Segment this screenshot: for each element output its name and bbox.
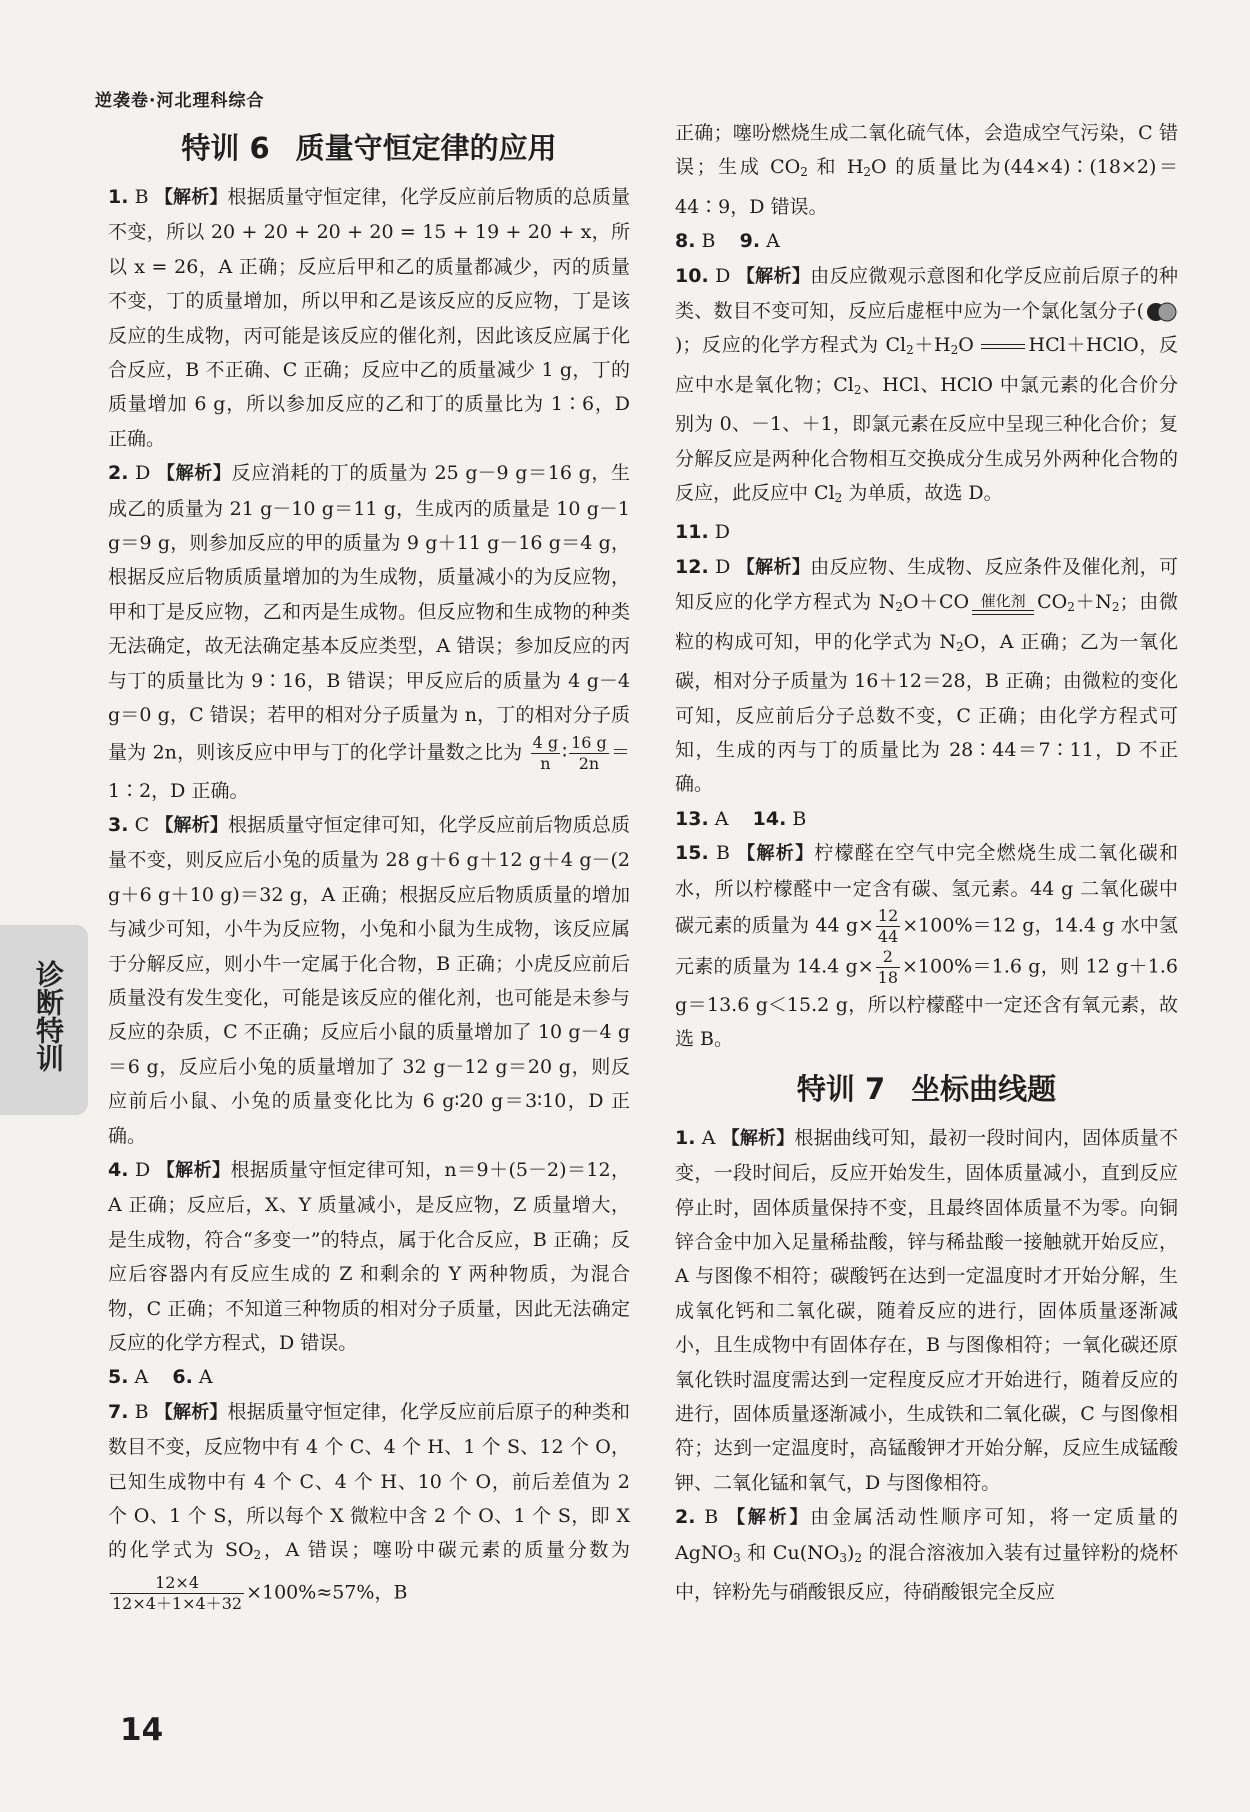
answer-item-13-14: 13. A 14. B <box>675 807 807 830</box>
answer-item-7-continued: 正确；噻吩燃烧生成二氧化硫气体，会造成空气污染，C 错误；生成 $CO_2$ 和 $H_2O$ 的质量比为(44×4)∶(18×2)＝44∶9，D 错误。 <box>675 122 1179 218</box>
catalyst-arrow: 催化剂 <box>972 592 1034 615</box>
s7-answer-item-2: 2. B 【解析】由金属活动性顺序可知，将一定质量的 AgNO$_3$ 和 $Cu(NO_3)_2$ 的混合溶液加入装有过量锌粉的烧杯中，锌粉先与硝酸银反应，待硝酸银完全反应 <box>675 1506 1179 1604</box>
fraction: $\frac{12}{44}$ <box>877 905 899 946</box>
fraction: $\frac{4 g}{n}$ <box>532 732 559 773</box>
answer-item-8-9: 8. B 9. A <box>675 230 780 253</box>
s7-answer-item-1: 1. A 【解析】根据曲线可知，最初一段时间内，固体质量不变，一段时间后，反应开始发生，固体质量减小，直到反应停止时，固体质量保持不变，且最终固体质量不为零。向铜锌合金中加入足量稀盐酸，锌与稀盐酸一接触就开始反应，A 与图像不相符；碳酸钙在达到一定温度时才开始分解，生成氧化钙和二氧化碳，随着反应的进行，固体质量逐渐减小，且生成物中有固体存在，B 与图像相符；一氧化碳还原氧化铁时温度需达到一定程度反应才开始进行，随着反应的进行，固体质量逐渐减小，生成铁和二氧化碳，C 与图像相符；达到一定温度时，高锰酸钾才开始分解，反应生成锰酸钾、二氧化锰和氧气，D 与图像相符。 <box>675 1126 1178 1494</box>
section-title-7: 特训 7 坐标曲线题 <box>796 1071 1057 1106</box>
left-column <box>108 116 630 1614</box>
hcl-molecule-icon <box>1144 301 1178 323</box>
answer-item-3: 3. C 【解析】根据质量守恒定律可知，化学反应前后物质总质量不变，则反应后小兔的质量为 28 g＋6 g＋12 g＋4 g－(2 g＋6 g＋10 g)＝32 g，A 正确；根据反应后物质质量的增加与减少可知，小牛为反应物，小兔和小鼠为生成物，该反应属于分解反应，则小牛一定属于化合物，B 正确；小虎反应前后质量没有发生变化，可能是该反应的催化剂，也可能是未参与反应的杂质，C 不正确；反应后小鼠的质量增加了 10 g－4 g＝6 g，反应后小兔的质量增加了 32 g－12 g＝20 g，则反应前后小鼠、小兔的质量变化比为 6 g∶20 g＝3∶10，D 正确。 <box>108 813 631 1147</box>
answer-item-12: 12. D 【解析】由反应物、生成物、反应条件及催化剂，可知反应的化学方程式为 $N_2O+CO$ 催化剂 $CO_2+N_2$；由微粒的构成可知，甲的化学式为 $N_2O$，A 正确；乙为一氧化碳，相对分子质量为 16＋12＝28，B 正确；由微粒的变化可知，反应前后分子总数不变，C 正确；由化学方程式可知，生成的丙与丁的质量比为 28∶44＝7∶11，D 不正确。 <box>675 555 1178 796</box>
answer-item-4: 4. D 【解析】根据质量守恒定律可知，n＝9＋(5－2)＝12，A 正确；反应后，X、Y 质量减小，是反应物，Z 质量增大，是生成物，符合“多变一”的特点，属于化合反应，B 正确；反应后容器内有反应生成的 Z 和剩余的 Y 两种物质，为混合物，C 正确；不知道三种物质的相对分子质量，因此无法确定反应的化学方程式，D 错误。 <box>108 1158 631 1354</box>
fraction: $\frac{12\times 4}{12\times 4+1\times 4+32}$ <box>112 1572 243 1613</box>
page-number: 14 <box>120 1712 164 1748</box>
answer-item-10: 10. D 【解析】由反应微观示意图和化学反应前后原子的种类、数目不变可知，反应后虚框中应为一个氯化氢分子()；反应的化学方程式为 $Cl_2+H_2O$ HCl＋HClO，反应中水是氧化物；$Cl_2$、HCl、HClO 中氯元素的化合价分别为 0、－1、＋1，即氯元素在反应中呈现三种化合价；复分解反应是两种化合物相互交换成分生成另外两种化合物的反应，此反应中 $Cl_2$ 为单质，故选 D。 <box>675 264 1178 506</box>
fraction: $\frac{16 g}{2n}$ <box>571 732 607 773</box>
answer-item-11: 11. D <box>675 521 730 544</box>
answer-item-5-6: 5. A 6. A <box>108 1366 213 1389</box>
equation-equals-bar <box>981 344 1025 349</box>
side-tab-label: 诊断特训 <box>32 960 65 1072</box>
fraction: $\frac{2}{18}$ <box>877 946 898 987</box>
answer-item-1: 1. B 【解析】根据质量守恒定律，化学反应前后物质的总质量不变，所以 20 + 20 + 20 + 20 = 15 + 19 + 20 + x，所以 x = 26，A 正确；反应后甲和乙的质量都减少，丙的质量不变，丁的质量增加，所以甲和乙是该反应的反应物，丁是该反应的生成物，丙可能是该反应的催化剂，因此该反应属于化合反应，B 不正确、C 正确；反应中乙的质量减少 1 g，丁的质量增加 6 g，所以参加反应的乙和丁的质量比为 1∶6，D 正确。 <box>108 186 630 450</box>
answer-item-7: 7. B 【解析】根据质量守恒定律，化学反应前后原子的种类和数目不变，反应物中有 4 个 C、4 个 H、1 个 S、12 个 O，已知生成物中有 4 个 C、4 个 H、10 个 O，前后差值为 2 个 O、1 个 S，所以每个 X 微粒中含 2 个 O、1 个 S，即 X 的化学式为 $SO_2$，A 错误；噻吩中碳元素的质量分数为 $\frac{12\times 4}{12\times 4+1\times 4+32}$ ×100%≈57%，B <box>108 1400 631 1613</box>
right-column <box>675 116 1178 1609</box>
answer-item-2: 2. D 【解析】反应消耗的丁的质量为 25 g－9 g＝16 g，生成乙的质量为 21 g－10 g＝11 g，生成丙的质量是 10 g－1 g＝9 g，则参加反应的甲的质量为 9 g＋11 g－16 g＝4 g，根据反应后物质质量增加的为生成物，质量减小的为反应物，甲和丁是反应物，乙和丙是生成物。但反应物和生成物的种类无法确定，故无法确定基本反应类型，A 错误；参加反应的丙与丁的质量比为 9∶16，B 错误；甲反应后的质量为 4 g－4 g＝0 g，C 错误；若甲的相对分子质量为 n，丁的相对分子质量为 2n，则该反应中甲与丁的化学计量数之比为 $\frac{4 g}{n}$ ∶ $\frac{16 g}{2n}$ ＝1∶2，D 正确。 <box>108 462 630 802</box>
section-title-6: 特训 6 质量守恒定律的应用 <box>181 131 557 165</box>
answer-item-15: 15. B 【解析】柠檬醛在空气中完全燃烧生成二氧化碳和水，所以柠檬醛中一定含有碳、氢元素。44 g 二氧化碳中碳元素的质量为 44 g× $\frac{12}{44}$ ×100%＝12 g，14.4 g 水中氢元素的质量为 14.4 g× $\frac{2}{18}$ ×100%＝1.6 g，则 12 g＋1.6 g＝13.6 g＜15.2 g，所以柠檬醛中一定还含有氧元素，故选 B。 <box>675 842 1179 1051</box>
page-header: 逆袭卷·河北理科综合 <box>95 91 265 111</box>
